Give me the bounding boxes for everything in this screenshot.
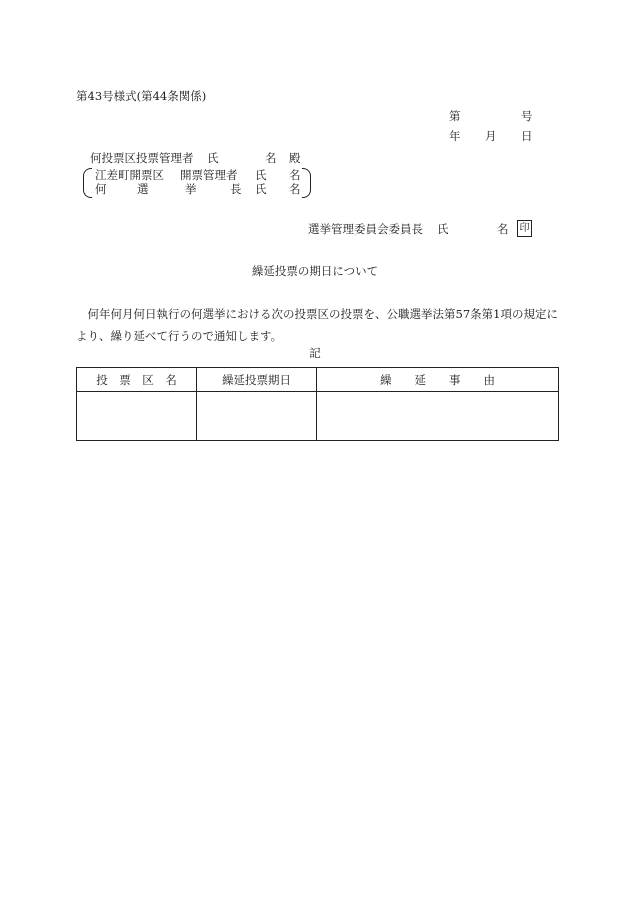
date-year: 年 bbox=[449, 129, 461, 143]
left-parenthesis bbox=[83, 168, 92, 198]
cc-manager: 開票管理者 bbox=[180, 168, 238, 182]
table-row bbox=[77, 392, 559, 441]
cc-row2-char4: 長 bbox=[230, 182, 242, 196]
addressee-uji: 氏 bbox=[207, 151, 219, 165]
addressee-mei: 名 bbox=[265, 151, 277, 165]
cc-row1-mei: 名 bbox=[289, 168, 301, 182]
document-title: 繰延投票の期日について bbox=[251, 264, 379, 278]
header-deferred-date: 繰延投票期日 bbox=[197, 368, 317, 392]
cell-district-name[interactable] bbox=[77, 392, 197, 441]
addressee-honorific: 殿 bbox=[289, 151, 301, 165]
form-number: 第43号様式(第44条関係) bbox=[76, 89, 207, 103]
cc-row2-mei: 名 bbox=[289, 182, 301, 196]
body-paragraph: 何年何月何日執行の何選挙における次の投票区の投票を、公職選挙法第57条第1項の規定により、繰り延べて行うので通知します。 bbox=[76, 307, 558, 343]
right-parenthesis bbox=[302, 168, 311, 198]
cc-row2-char1: 何 bbox=[95, 182, 107, 196]
header-district-name: 投 票 区 名 bbox=[77, 368, 197, 392]
doc-number-go: 号 bbox=[521, 109, 533, 123]
seal-box: 印 bbox=[517, 220, 532, 237]
cc-row1-uji: 氏 bbox=[255, 168, 267, 182]
cell-deferral-reason[interactable] bbox=[317, 392, 559, 441]
cc-row2-uji: 氏 bbox=[255, 182, 267, 196]
cc-row2-char3: 挙 bbox=[185, 182, 197, 196]
date-month: 月 bbox=[485, 129, 497, 143]
schedule-table bbox=[76, 367, 558, 441]
cell-deferred-date[interactable] bbox=[197, 392, 317, 441]
table-header-row bbox=[77, 368, 559, 392]
cc-row2-char2: 選 bbox=[137, 182, 149, 196]
sender-title: 選挙管理委員会委員長 bbox=[308, 222, 423, 236]
ki-label: 記 bbox=[309, 346, 321, 360]
sender-mei: 名 bbox=[497, 222, 509, 236]
header-deferral-reason: 繰 延 事 由 bbox=[317, 368, 559, 392]
cc-district: 江差町開票区 bbox=[95, 168, 164, 182]
doc-number-dai: 第 bbox=[449, 109, 461, 123]
date-day: 日 bbox=[521, 129, 533, 143]
sender-uji: 氏 bbox=[437, 222, 449, 236]
addressee-title: 何投票区投票管理者 bbox=[90, 151, 194, 165]
